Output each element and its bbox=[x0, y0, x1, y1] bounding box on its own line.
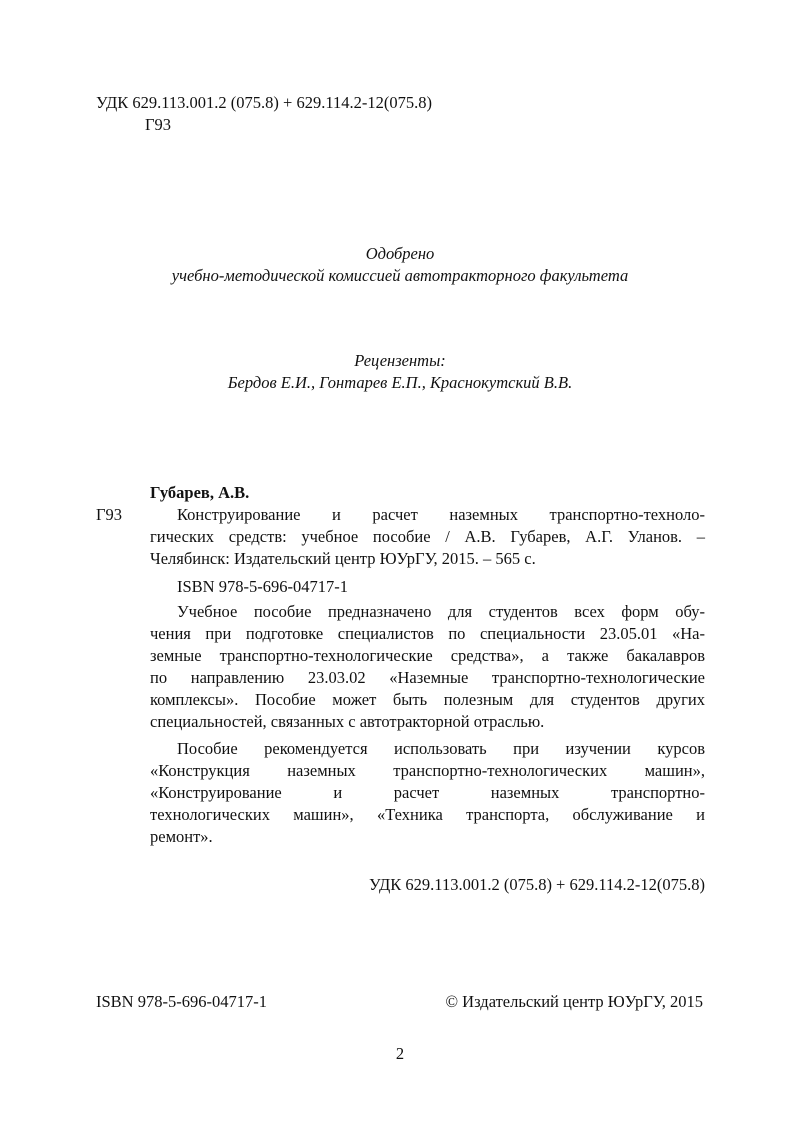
author-index-top: Г93 bbox=[145, 115, 172, 134]
abstract-line: технологических машин», «Техника транспорта, обслуживание и bbox=[150, 805, 705, 824]
author-heading: Губарев, А.В. bbox=[150, 483, 250, 502]
copyright-notice: © Издательский центр ЮУрГУ, 2015 bbox=[445, 992, 703, 1011]
reviewers-names: Бердов Е.И., Гонтарев Е.П., Краснокутский В.В. bbox=[227, 373, 573, 392]
abstract-line: «Конструкция наземных транспортно-технологических машин», bbox=[150, 761, 705, 780]
reviewers-heading: Рецензенты: bbox=[354, 351, 446, 370]
approval-committee: учебно-методической комиссией автотракторного факультета bbox=[171, 266, 629, 285]
abstract-line: ремонт». bbox=[150, 827, 213, 846]
abstract-line: по направлению 23.03.02 «Наземные транспортно-технологические bbox=[150, 668, 705, 687]
abstract-line: Пособие рекомендуется использовать при изучении курсов bbox=[177, 739, 705, 758]
abstract bbox=[150, 601, 705, 848]
bibliographic-line: Конструирование и расчет наземных транспортно-техноло- bbox=[177, 505, 705, 524]
udk-code-bottom: УДК 629.113.001.2 (075.8) + 629.114.2-12(075.8) bbox=[369, 875, 705, 894]
abstract-line: комплексы». Пособие может быть полезным для студентов других bbox=[150, 690, 705, 709]
page-number: 2 bbox=[395, 1044, 405, 1063]
abstract-line: чения при подготовке специалистов по специальности 23.05.01 «На- bbox=[150, 624, 705, 643]
abstract-line: земные транспортно-технологические средства», а также бакалавров bbox=[150, 646, 705, 665]
udk-code-top: УДК 629.113.001.2 (075.8) + 629.114.2-12(075.8) bbox=[96, 93, 432, 112]
author-index-mid: Г93 bbox=[96, 505, 123, 524]
abstract-line: специальностей, связанных с автотракторной отраслью. bbox=[150, 712, 545, 731]
bibliographic-line: гических средств: учебное пособие / А.В. Губарев, А.Г. Уланов. – bbox=[150, 527, 705, 546]
abstract-line: Учебное пособие предназначено для студентов всех форм обу- bbox=[177, 602, 705, 621]
abstract-line: «Конструирование и расчет наземных транспортно- bbox=[150, 783, 705, 802]
bibliographic-line: Челябинск: Издательский центр ЮУрГУ, 2015. – 565 с. bbox=[150, 549, 536, 568]
isbn-mid: ISBN 978-5-696-04717-1 bbox=[177, 577, 348, 596]
approval-heading: Одобрено bbox=[365, 244, 435, 263]
isbn-bottom: ISBN 978-5-696-04717-1 bbox=[96, 992, 267, 1011]
bibliographic-description bbox=[150, 504, 705, 570]
